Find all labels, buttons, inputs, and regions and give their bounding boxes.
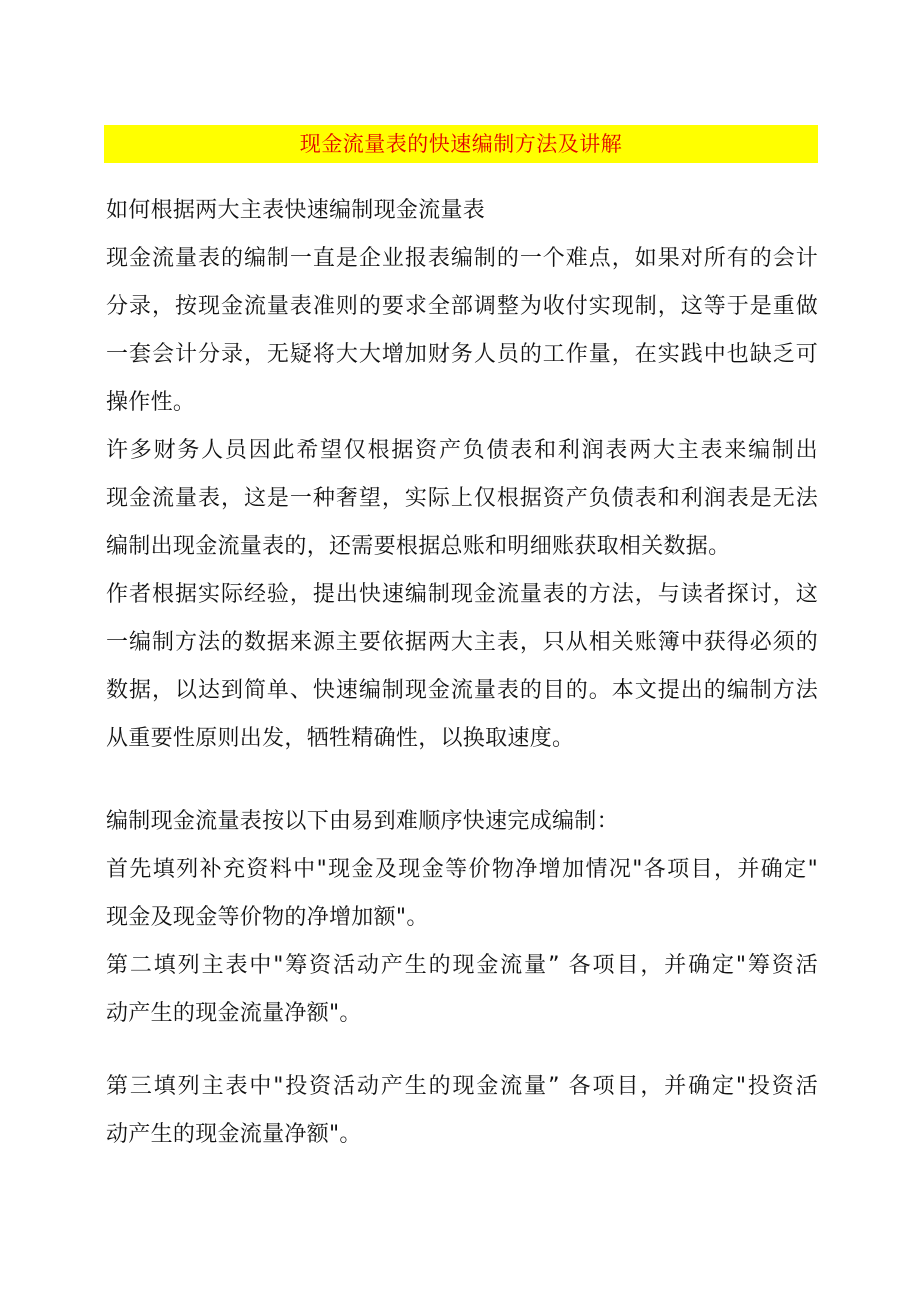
- paragraph-line: 现金流量表，这是一种奢望，实际上仅根据资产负债表和利润表是无法: [106, 486, 818, 511]
- steps-intro: 编制现金流量表按以下由易到难顺序快速完成编制：: [106, 809, 619, 834]
- paragraph-line: 操作性。: [106, 390, 196, 415]
- spacer: [106, 763, 818, 798]
- title-banner: [104, 125, 818, 163]
- step-line: 第二填列主表中"筹资活动产生的现金流量” 各项目，并确定"筹资活: [106, 953, 818, 978]
- step-3: [106, 1063, 818, 1159]
- step-line: 动产生的现金流量净额"。: [106, 1001, 362, 1026]
- step-line: 首先填列补充资料中"现金及现金等价物净增加情况"各项目，并确定": [106, 857, 818, 882]
- paragraph-line: 一套会计分录，无疑将大大增加财务人员的工作量，在实践中也缺乏可: [106, 342, 818, 367]
- step-1: [106, 846, 818, 942]
- document-body: [106, 187, 818, 1159]
- step-line: 第三填列主表中"投资活动产生的现金流量” 各项目，并确定"投资活: [106, 1074, 818, 1099]
- paragraph-1: [106, 235, 818, 427]
- step-line: 动产生的现金流量净额"。: [106, 1122, 362, 1147]
- paragraph-line: 数据，以达到简单、快速编制现金流量表的目的。本文提出的编制方法: [106, 678, 818, 703]
- paragraph-line: 分录，按现金流量表准则的要求全部调整为收付实现制，这等于是重做: [106, 294, 818, 319]
- paragraph-line: 一编制方法的数据来源主要依据两大主表，只从相关账簿中获得必须的: [106, 630, 818, 655]
- step-line: 现金及现金等价物的净增加额"。: [106, 905, 429, 930]
- paragraph-3: [106, 571, 818, 763]
- paragraph-line: 从重要性原则出发，牺牲精确性，以换取速度。: [106, 726, 575, 751]
- paragraph-line: 编制出现金流量表的，还需要根据总账和明细账获取相关数据。: [106, 534, 731, 559]
- spacer: [106, 1038, 818, 1063]
- page-title: 现金流量表的快速编制方法及讲解: [299, 132, 623, 156]
- paragraph-line: 作者根据实际经验，提出快速编制现金流量表的方法，与读者探讨，这: [106, 582, 818, 607]
- subtitle: 如何根据两大主表快速编制现金流量表: [106, 198, 486, 223]
- paragraph-2: [106, 427, 818, 571]
- step-2: [106, 942, 818, 1038]
- paragraph-line: 许多财务人员因此希望仅根据资产负债表和利润表两大主表来编制出: [106, 438, 818, 463]
- paragraph-line: 现金流量表的编制一直是企业报表编制的一个难点，如果对所有的会计: [106, 246, 818, 271]
